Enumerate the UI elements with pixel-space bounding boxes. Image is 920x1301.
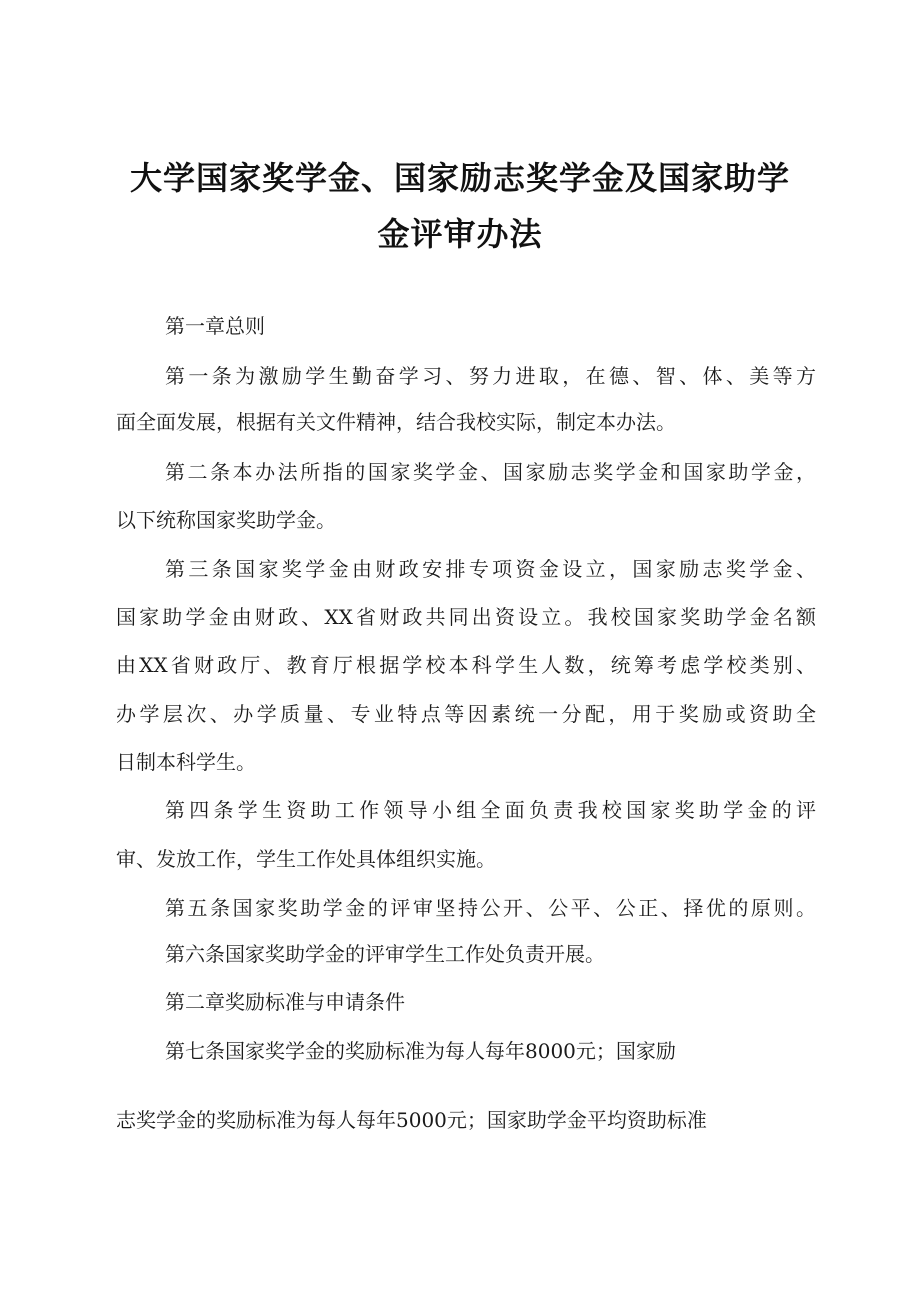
paragraph-line: 志奖学金的奖励标准为每人每年5000元；国家助学金平均资助标准 [116,1108,707,1132]
paragraph-line: 第四条学生资助工作领导小组全面负责我校国家奖助学金的评 [165,798,816,822]
paragraph-line: 办学层次、办学质量、专业特点等因素统一分配，用于奖励或资助全 [116,702,816,726]
paragraph-line: 第二条本办法所指的国家奖学金、国家励志奖学金和国家助学金， [165,460,816,484]
paragraph-line: 第一条为激励学生勤奋学习、努力进取，在德、智、体、美等方 [165,364,816,388]
paragraph-line: 第七条国家奖学金的奖励标准为每人每年8000元；国家励 [165,1039,676,1063]
paragraph-line: 第六条国家奖助学金的评审学生工作处负责开展。 [165,942,605,966]
paragraph-line: 由XX省财政厅、教育厅根据学校本科学生人数，统筹考虑学校类别、 [116,653,816,677]
paragraph-line: 日制本科学生。 [116,750,256,774]
chapter-heading-1: 第一章总则 [165,314,265,338]
paragraph-line: 第五条国家奖助学金的评审坚持公开、公平、公正、择优的原则。 [165,896,816,920]
paragraph-line: 以下统称国家奖助学金。 [116,508,336,532]
chapter-heading-2: 第二章奖励标准与申请条件 [165,990,405,1014]
document-title-line-2: 金评审办法 [377,215,543,253]
paragraph-line: 面全面发展，根据有关文件精神，结合我校实际，制定本办法。 [116,410,676,434]
document-title-line-1: 大学国家奖学金、国家励志奖学金及国家助学 [129,159,790,197]
paragraph-line: 审、发放工作，学生工作处具体组织实施。 [116,847,496,871]
paragraph-line: 国家助学金由财政、XX省财政共同出资设立。我校国家奖助学金名额 [116,605,816,629]
paragraph-line: 第三条国家奖学金由财政安排专项资金设立，国家励志奖学金、 [165,557,816,581]
